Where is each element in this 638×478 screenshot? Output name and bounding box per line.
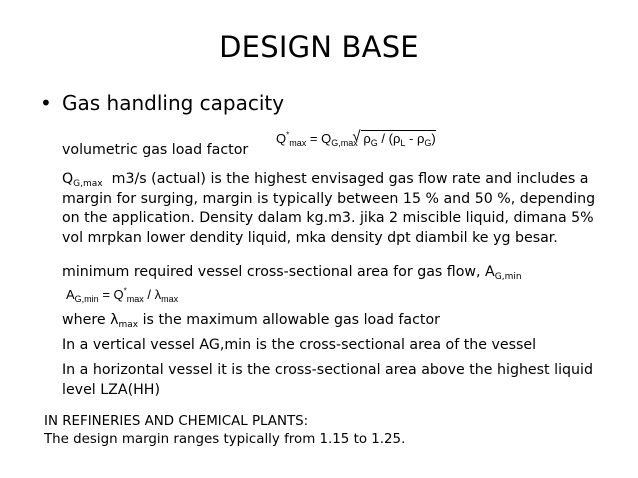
formula2-lam-sub: max (161, 294, 179, 304)
formula1-rhs-sub: G,max (331, 138, 358, 148)
formula1-rho-l-sub: L (400, 138, 406, 148)
formula2-q-sup: * (123, 286, 127, 296)
bullet-item (40, 91, 284, 115)
formula1-lhs: Q (276, 131, 287, 146)
formula1-div: / ( (381, 131, 393, 146)
formula1-rho-g-sub: G (370, 138, 378, 148)
formula1-lhs-sup: * (286, 130, 290, 140)
paragraph-line-1 (62, 170, 595, 190)
bullet-dot-icon: • (40, 91, 52, 115)
formula1-rho-l: ρ (392, 131, 401, 146)
formula2-div: / λ (147, 287, 162, 302)
load-factor-label: volumetric gas load factor (62, 142, 249, 158)
where-sub: max (118, 320, 139, 330)
formula1-lhs-sub: max (289, 138, 307, 148)
q-sub: G,max (73, 179, 103, 189)
formula2-q-sub: max (126, 294, 144, 304)
sqrt-icon: √ $\rho_G / (\rho_L - \rho_G)$ (352, 128, 436, 148)
paragraph-line-1-text: m3/s (actual) is the highest envisaged gas flow rate and includes a (111, 171, 589, 187)
gas-flow-paragraph (62, 170, 595, 248)
paragraph-line-3: on the application. Density dalam kg.m3. jika 2 miscible liquid, dimana 5% (62, 210, 594, 226)
formula2-eq: = Q (102, 287, 124, 302)
footer-line-2: The design margin ranges typically from 1.15 to 1.25. (44, 432, 406, 447)
slide-title: DESIGN BASE (219, 30, 419, 64)
refineries-note (44, 413, 405, 449)
where-line (62, 311, 440, 331)
formula2-lhs-sub: G,min (74, 294, 99, 304)
q-symbol: Q (62, 171, 74, 187)
formula2-lhs: A (66, 287, 75, 302)
where-post: is the maximum allowable gas load factor (142, 312, 440, 328)
footer-line-1: IN REFINERIES AND CHEMICAL PLANTS: (44, 414, 309, 429)
min-area-text: minimum required vessel cross-sectional area for gas flow, A (62, 264, 495, 280)
formula1-rho-g2-sub: G (424, 138, 432, 148)
formula1-close: ) (431, 131, 436, 146)
horizontal-line-2: level LZA(HH) (62, 381, 160, 398)
horizontal-line-1: In a horizontal vessel it is the cross-sectional area above the highest liquid (62, 362, 593, 378)
vertical-vessel-line: In a vertical vessel AG,min is the cross-sectional area of the vessel (62, 337, 537, 353)
paragraph-line-2: margin for surging, margin is typically between 15 % and 50 %, depending (62, 190, 596, 207)
formula1-eq: = Q (309, 131, 332, 146)
horizontal-vessel-text (62, 361, 593, 400)
formula1-rho-g: ρ (363, 131, 371, 146)
formula1-minus: - ρ (409, 131, 425, 146)
where-pre: where λ (62, 312, 119, 328)
area-formula (66, 287, 178, 302)
load-factor-formula (276, 130, 436, 146)
bullet-text: Gas handling capacity (62, 91, 285, 115)
min-area-line (62, 263, 522, 283)
paragraph-line-4: vol mrpkan lower dendity liquid, mka density dpt diambil ke yg besar. (62, 229, 558, 246)
min-area-sub: G,min (494, 272, 522, 282)
